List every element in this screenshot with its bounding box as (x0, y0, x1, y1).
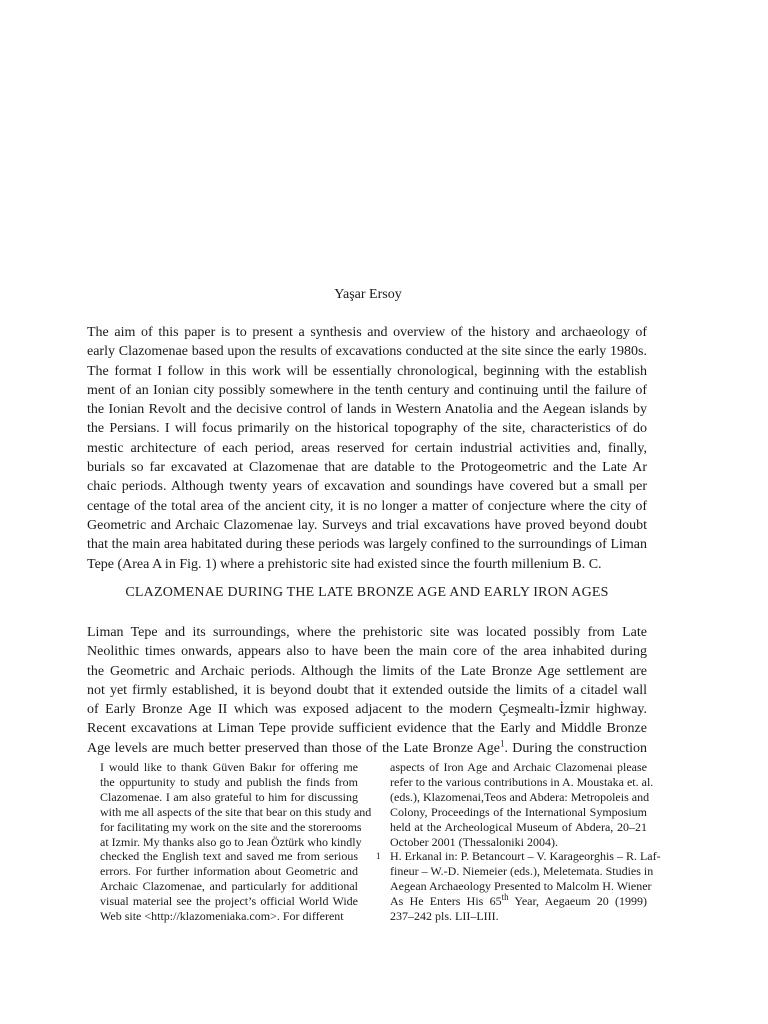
footnote-line: aspects of Iron Age and Archaic Clazomenai please (390, 760, 647, 774)
footnote-line: for facilitating my work on the site and the storerooms (100, 819, 362, 834)
footnote-line: fineur – W.-D. Niemeier (eds.), Meletemata. Studies in (390, 864, 654, 879)
body-line: of Early Bronze Age II which was exposed adjacent to the modern Çeşmealtı-İzmir highway. (87, 702, 647, 718)
footnote-line-text: As He Enters His 65 (390, 894, 502, 909)
abstract-paragraph (87, 323, 647, 574)
body-line (87, 739, 647, 758)
footnote-1-marker: 1 (376, 851, 381, 862)
body-line: Recent excavations at Liman Tepe provide sufficient evidence that the Early and Middle Bronze (87, 721, 647, 737)
body-line: Liman Tepe and its surroundings, where the prehistoric site was located possibly from Late (87, 625, 647, 640)
footnote-line: at Izmir. My thanks also go to Jean Öztürk who kindly (100, 834, 362, 849)
body-line: not yet firmly established, it is beyond doubt that it extended outside the limits of a citadel wall (87, 682, 647, 698)
footnote-line: I would like to thank Güven Bakır for offering me (100, 760, 358, 774)
abstract-line: ment of an Ionian city possibly somewhere in the tenth century and continuing until the failure of (87, 382, 647, 398)
section-heading: CLAZOMENAE DURING THE LATE BRONZE AGE AND EARLY IRON AGES (125, 585, 609, 600)
footnote-line: Clazomenae. I am also grateful to him for discussing (100, 789, 358, 804)
footnote-line: refer to the various contributions in A. Moustaka et. al. (390, 774, 654, 789)
footnote-line: 237–242 pls. LII–LIII. (390, 909, 499, 924)
abstract-line: early Clazomenae based upon the results of excavations conducted at the site since the early 1980s. (87, 344, 647, 360)
body-line-text: Age levels are much better preserved than those of the Late Bronze Age (87, 740, 500, 756)
abstract-line: Geometric and Archaic Clazomenae lay. Surveys and trial excavations have proved beyond doubt (87, 517, 647, 533)
body-paragraph (87, 623, 647, 758)
footnote-line: H. Erkanal in: P. Betancourt – V. Karageorghis – R. Laf- (390, 849, 661, 864)
abstract-line: the Persians. I will focus primarily on the historical topography of the site, characteristics of do (87, 421, 647, 437)
footnote-line: October 2001 (Thessaloniki 2004). (390, 834, 558, 849)
abstract-line: burials so far excavated at Clazomenae that are datable to the Protogeometric and the Late Ar (87, 460, 647, 476)
footnote-line: visual material see the project’s official World Wide (100, 894, 358, 909)
footnote-line: with me all aspects of the site that bear on this study and (100, 804, 372, 819)
footnote-line: Archaic Clazomenae, and particularly for additional (100, 879, 358, 894)
footnote-line: (eds.), Klazomenai,Teos and Abdera: Metropoleis and (390, 789, 650, 804)
abstract-line: centage of the total area of the ancient city, it is no longer a matter of conjecture where the city of (87, 498, 647, 514)
body-line-text: . During the construction (504, 740, 647, 756)
footnote-line (390, 894, 647, 909)
footnote-right-column (376, 760, 661, 924)
abstract-line: The aim of this paper is to present a synthesis and overview of the history and archaeology of (87, 325, 647, 340)
footnote-line-text: Year, Aegaeum 20 (1999) (508, 894, 648, 909)
abstract-line: that the main area habitated during these periods was largely confined to the surroundings of Liman (87, 537, 647, 553)
footnote-line: Colony, Proceedings of the International Symposium (390, 804, 647, 819)
abstract-line: mestic architecture of each period, areas reserved for certain industrial activities and, finally, (87, 440, 647, 456)
footnote-line: the oppurtunity to study and publish the finds from (100, 774, 358, 789)
footnote-left-column (100, 760, 372, 924)
footnote-reference: 1 (499, 738, 505, 749)
abstract-line: the Ionian Revolt and the decisive control of lands in Western Anatolia and the Aegean islands by (87, 402, 647, 418)
footnote-1 (376, 849, 661, 924)
footnote-line: Web site <http://klazomeniaka.com>. For different (100, 909, 344, 924)
author-name: Yaşar Ersoy (334, 287, 402, 302)
abstract-line: chaic periods. Although twenty years of excavation and soundings have covered but a small per (87, 479, 647, 495)
footnote-line: Aegean Archaeology Presented to Malcolm H. Wiener (390, 879, 652, 894)
footnote-line: checked the English text and saved me from serious (100, 849, 358, 864)
footnote-line: errors. For further information about Geometric and (100, 864, 358, 879)
body-line: Neolithic times onwards, appears also to have been the main core of the area inhabited during (87, 644, 647, 660)
ordinal-superscript: th (501, 892, 509, 903)
abstract-line: The format I follow in this work will be essentially chronological, beginning with the establish (87, 363, 647, 379)
abstract-line: Tepe (Area A in Fig. 1) where a prehistoric site had existed since the fourth millenium B. C. (87, 556, 602, 572)
footnote-line: held at the Archeological Museum of Abdera, 20–21 (390, 819, 647, 834)
body-line: the Geometric and Archaic periods. Although the limits of the Late Bronze Age settlement are (87, 663, 647, 679)
